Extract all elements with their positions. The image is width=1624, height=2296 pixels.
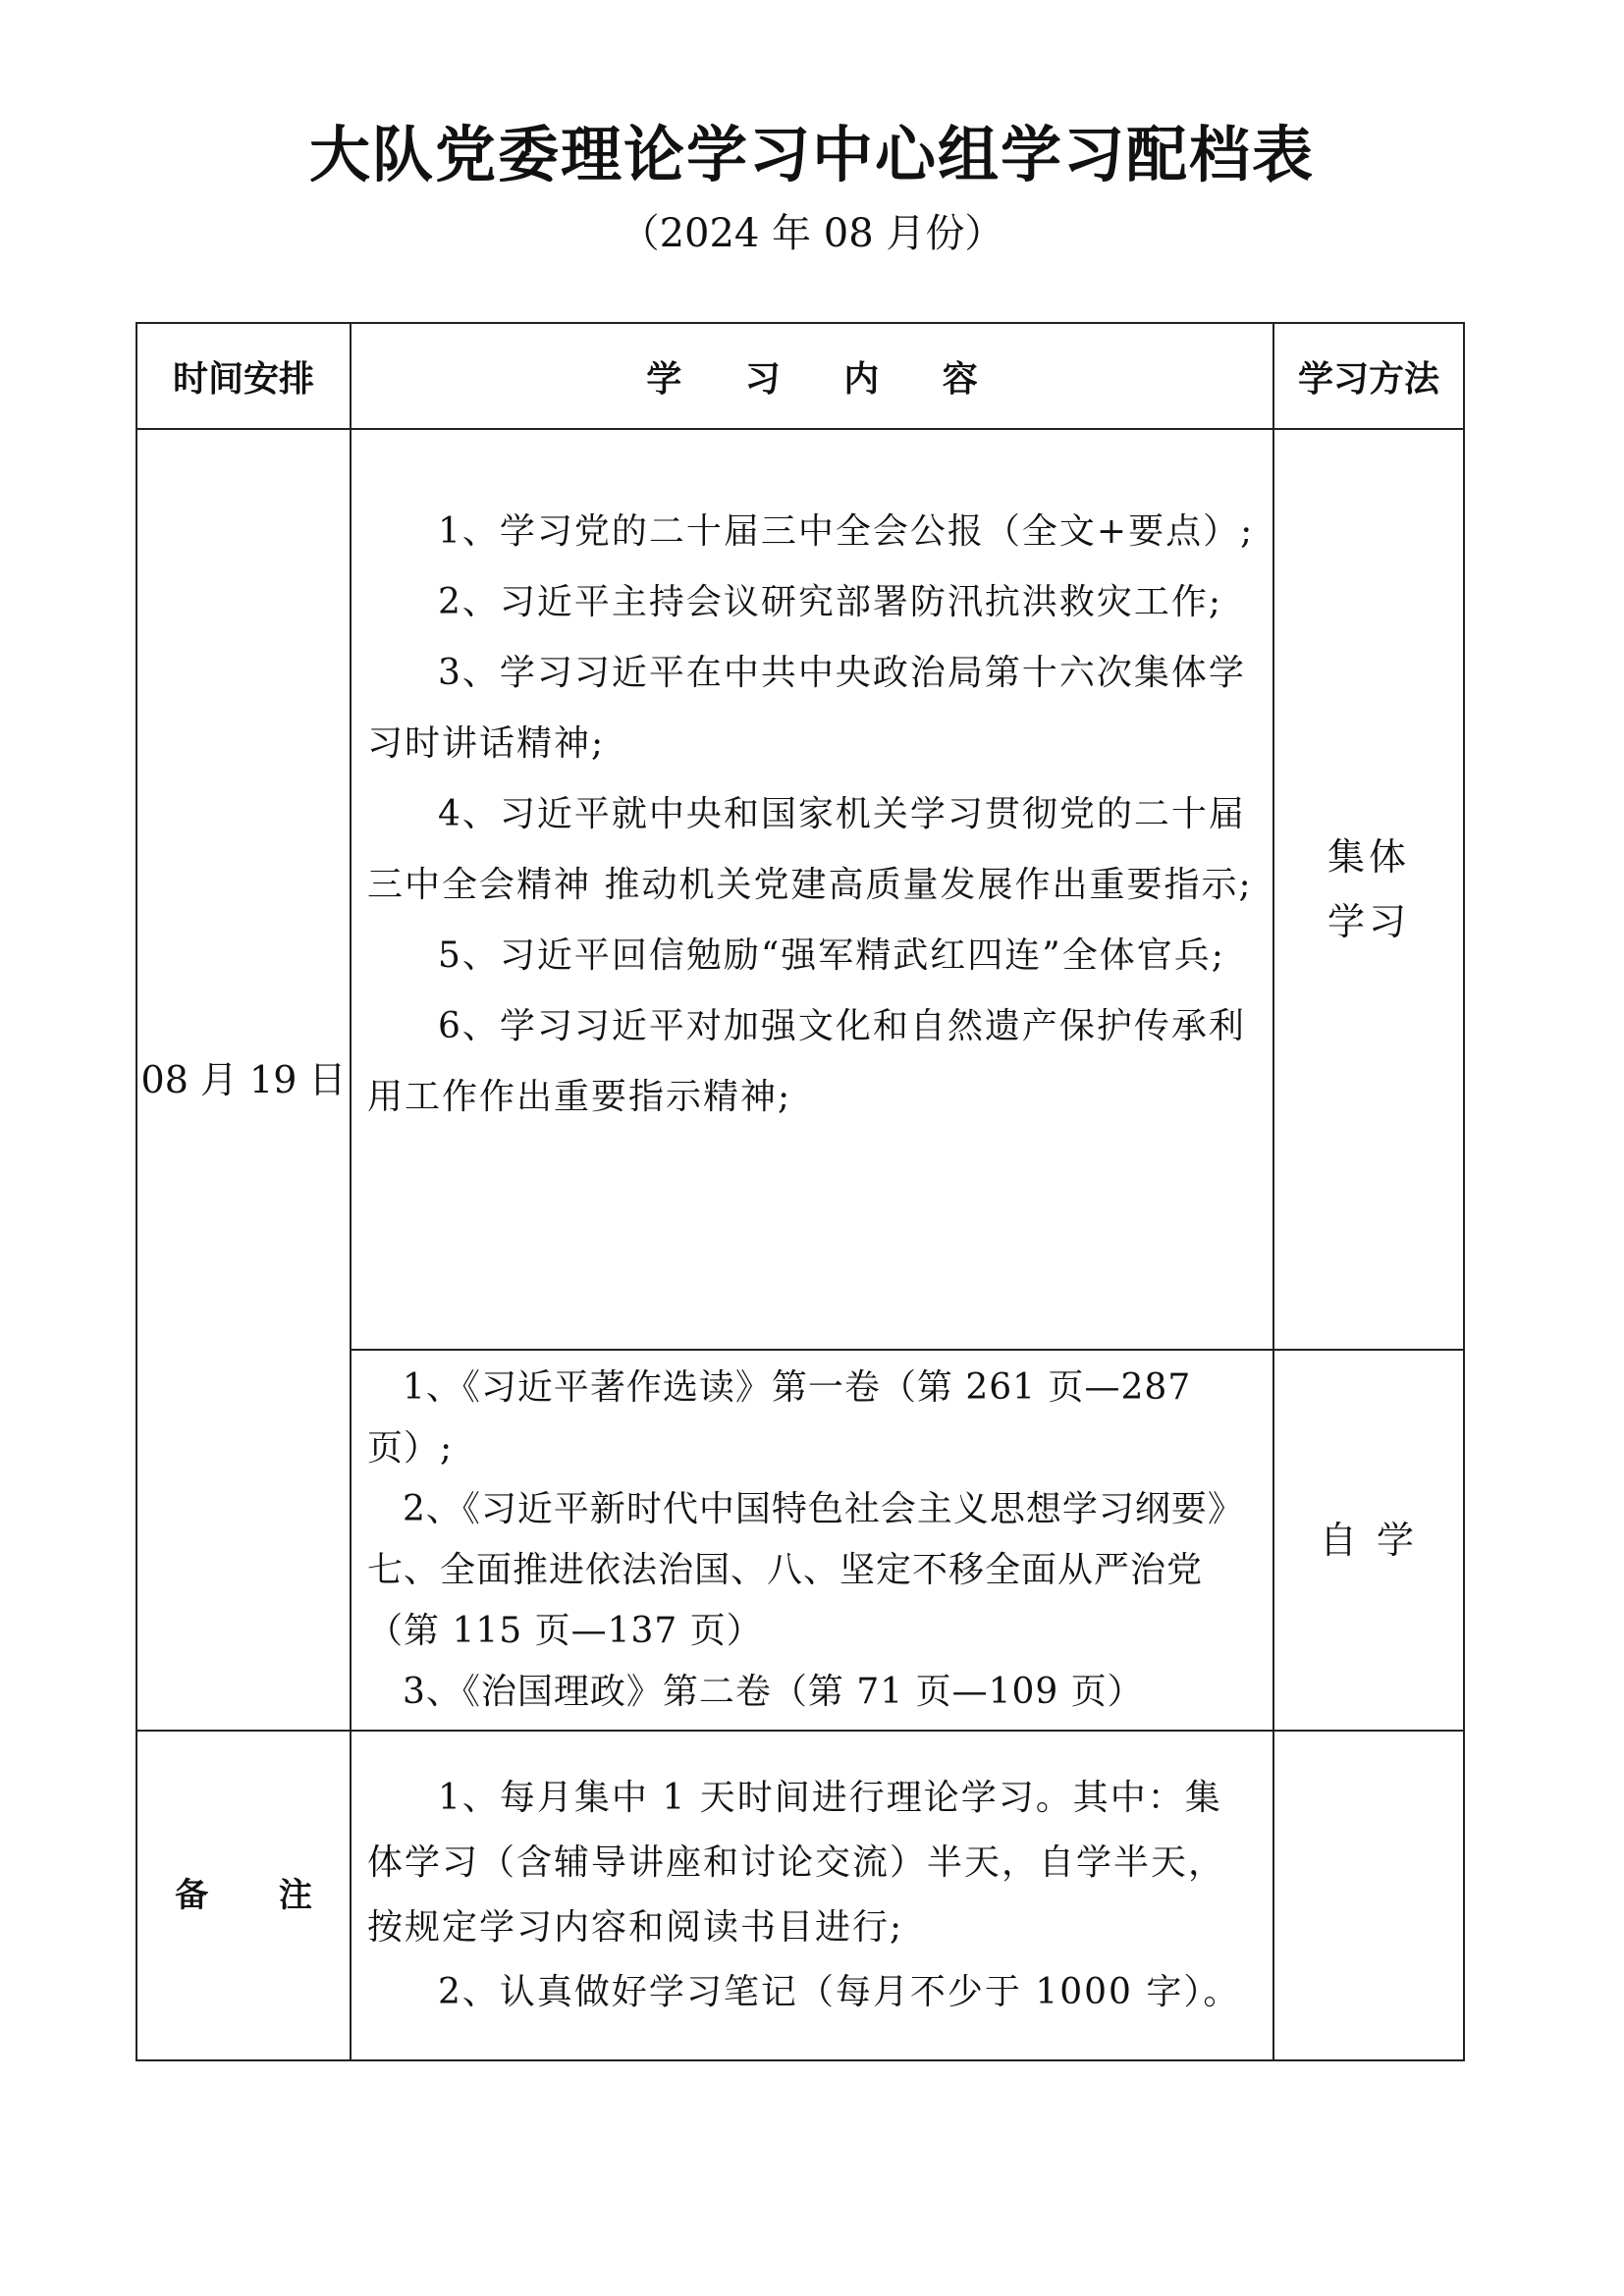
header-content: 学 习 内 容: [351, 323, 1273, 429]
collective-item: 2、习近平主持会议研究部署防汛抗洪救灾工作;: [438, 582, 1223, 622]
collective-method-line: 集体: [1326, 835, 1410, 879]
self-study-method-cell: 自 学: [1273, 1350, 1464, 1731]
study-schedule-table: [135, 322, 1465, 2061]
page-title: 大队党委理论学习中心组学习配档表: [308, 119, 1315, 190]
notes-item: 2、认真做好学习笔记（每月不少于 1000 字）。: [438, 1972, 1241, 2012]
self-study-item: 3、《治国理政》第二卷（第 71 页—109 页）: [403, 1672, 1144, 1712]
self-study-item: 1、《习近平著作选读》第一卷（第 261 页—287 页）;: [367, 1367, 1192, 1468]
header-method: 学习方法: [1273, 323, 1464, 429]
collective-method-cell: [1273, 429, 1464, 1350]
self-study-item: 2、《习近平新时代中国特色社会主义思想学习纲要》七、全面推进依法治国、八、坚定不移全面从严治党（第 115 页—137 页）: [367, 1489, 1244, 1651]
notes-item: 1、每月集中 1 天时间进行理论学习。其中：集体学习（含辅导讲座和讨论交流）半天，自学半天，按规定学习内容和阅读书目进行;: [367, 1778, 1226, 1948]
table-header-row: [136, 323, 1464, 429]
collective-content-cell: [351, 429, 1273, 1350]
table-row-notes: [136, 1731, 1464, 2060]
notes-content-cell: [351, 1731, 1273, 2060]
header-time: 时间安排: [136, 323, 351, 429]
notes-method-cell-empty: [1273, 1731, 1464, 2060]
collective-item: 4、习近平就中央和国家机关学习贯彻党的二十届三中全会精神 推动机关党建高质量发展作出重要指示;: [367, 794, 1253, 905]
page-subtitle: （2024 年 08 月份）: [620, 211, 1004, 256]
self-study-content-cell: [351, 1350, 1273, 1731]
collective-item: 5、习近平回信勉励“强军精武红四连”全体官兵;: [438, 935, 1225, 976]
collective-item: 3、学习习近平在中共中央政治局第十六次集体学习时讲话精神;: [367, 653, 1246, 764]
collective-item: 1、学习党的二十届三中全会公报（全文+要点）;: [438, 511, 1255, 552]
collective-method-line: 学习: [1326, 900, 1410, 943]
notes-label-cell: 备 注: [136, 1731, 351, 2060]
collective-item: 6、学习习近平对加强文化和自然遗产保护传承利用工作作出重要指示精神;: [367, 1006, 1246, 1117]
date-cell: 08 月 19 日: [136, 429, 351, 1731]
table-row-collective: [136, 429, 1464, 1350]
